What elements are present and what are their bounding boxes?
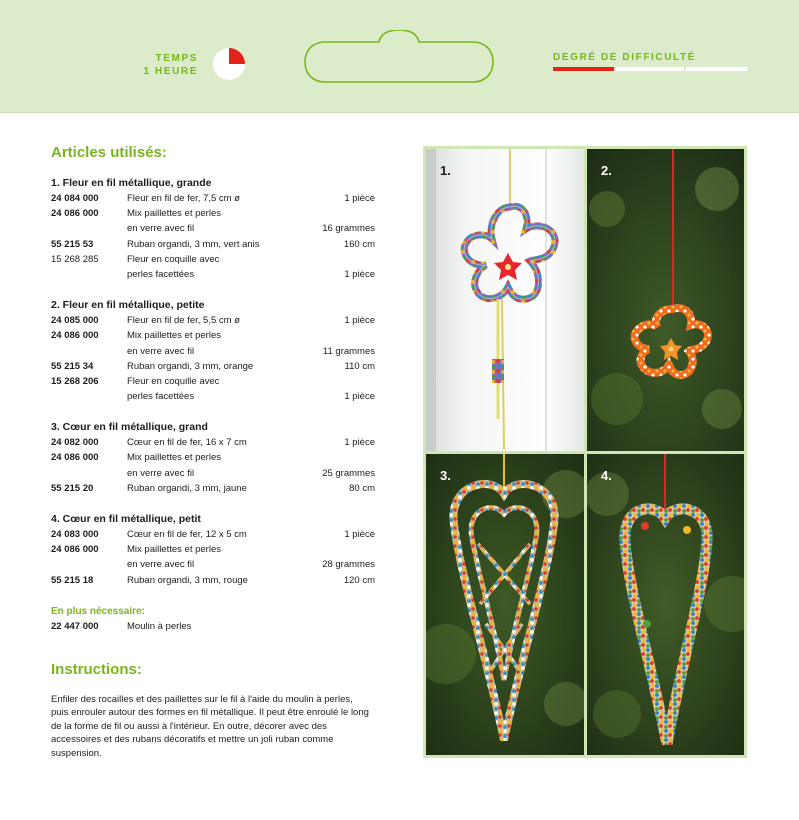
- photo-small-heart: [587, 454, 744, 755]
- photo-small-flower: [587, 149, 744, 451]
- time-label: TEMPS: [155, 53, 198, 64]
- spacer: [51, 404, 377, 420]
- article-description: en verre avec fil: [127, 559, 195, 571]
- material-group-title: 4. Cœur en fil métallique, petit: [51, 513, 201, 525]
- material-line: [51, 206, 377, 221]
- photo-number: 3.: [440, 468, 451, 483]
- article-quantity: 110 cm: [344, 360, 375, 372]
- difficulty-segment: [616, 67, 684, 71]
- article-description: Cœur en fil de fer, 12 x 5 cm: [127, 529, 247, 540]
- material-group-title: 2. Fleur en fil métallique, petite: [51, 299, 205, 312]
- spacer: [51, 282, 377, 298]
- article-description: Fleur en fil de fer, 7,5 cm ø: [127, 193, 240, 204]
- article-code: 22 447 000: [51, 620, 99, 632]
- article-code: 15 268 285: [51, 253, 99, 265]
- article-description: Moulin à perles: [127, 620, 192, 632]
- time-wedge: [229, 48, 245, 64]
- article-description: perles facettées: [127, 268, 195, 280]
- material-group-title: 3. Cœur en fil métallique, grand: [51, 421, 208, 434]
- material-line: [51, 328, 377, 343]
- article-code: 24 082 000: [51, 437, 99, 449]
- article-description: Fleur en coquille avec: [127, 253, 220, 265]
- article-code: 55 215 20: [51, 482, 94, 494]
- article-quantity: 16 grammes: [322, 223, 375, 235]
- article-quantity: 1 pièce: [344, 315, 375, 327]
- article-description: Fleur en fil de fer, 5,5 cm ø: [127, 315, 240, 327]
- photo-large-flower: [426, 149, 584, 451]
- material-line: [51, 359, 377, 374]
- article-code: 24 086 000: [51, 208, 99, 220]
- material-line: [51, 542, 377, 557]
- article-quantity: 1 pièce: [344, 529, 375, 540]
- spacer: [51, 588, 377, 604]
- article-code: 55 215 53: [51, 238, 94, 250]
- material-line: [51, 267, 377, 282]
- spacer: [51, 496, 377, 512]
- material-line: [51, 435, 377, 450]
- photo-number: 1.: [440, 163, 451, 178]
- extra-materials-title: En plus nécessaire:: [51, 605, 145, 617]
- material-group: [51, 176, 377, 282]
- photo-number: 2.: [601, 163, 612, 178]
- article-code: 24 085 000: [51, 315, 99, 327]
- small-heart-image: [587, 454, 744, 755]
- article-quantity: 120 cm: [343, 574, 375, 586]
- article-code: 55 215 18: [51, 574, 94, 586]
- material-line: [51, 557, 377, 572]
- material-line: [51, 619, 377, 634]
- material-line: [51, 481, 377, 496]
- article-description: Mix paillettes et perles: [127, 544, 221, 556]
- article-description: en verre avec fil: [127, 345, 195, 357]
- materials-title: Articles utilisés:: [51, 144, 167, 161]
- article-code: 55 215 34: [51, 360, 94, 372]
- photo-number: 4.: [601, 468, 612, 483]
- article-code: 15 268 206: [51, 375, 99, 387]
- article-description: Ruban organdi, 3 mm, rouge: [127, 574, 248, 586]
- article-description: en verre avec fil: [127, 223, 195, 235]
- article-quantity: 25 grammes: [322, 467, 375, 479]
- material-group-title: 1. Fleur en fil métallique, grande: [51, 177, 212, 189]
- material-group: [51, 512, 377, 588]
- article-code: 24 086 000: [51, 330, 99, 342]
- article-description: Ruban organdi, 3 mm, orange: [127, 360, 254, 372]
- material-line: [51, 450, 377, 465]
- photo-grid: [423, 146, 747, 758]
- material-line: [51, 344, 377, 359]
- small-flower-image: [587, 149, 744, 451]
- article-description: en verre avec fil: [127, 467, 195, 479]
- instructions-title: Instructions:: [51, 661, 142, 678]
- article-code: 24 086 000: [51, 544, 99, 556]
- article-quantity: 11 grammes: [322, 345, 375, 357]
- large-flower-image: [426, 149, 584, 451]
- material-group: [51, 420, 377, 496]
- clock-icon: [213, 48, 245, 80]
- difficulty-segment: [553, 67, 614, 71]
- material-line: [51, 313, 377, 328]
- article-description: Mix paillettes et perles: [127, 208, 221, 220]
- article-description: Fleur en coquille avec: [127, 375, 220, 387]
- material-line: [51, 573, 377, 588]
- article-quantity: 1 pièce: [344, 268, 375, 280]
- material-group: [51, 298, 377, 404]
- article-code: 24 083 000: [51, 529, 99, 540]
- article-quantity: 28 grammes: [322, 559, 375, 571]
- article-description: Mix paillettes et perles: [127, 452, 221, 464]
- instructions-text: Enfiler des rocailles et des paillettes sur le fil à l'aide du moulin à perles, puis enrouler autour des formes en fil métallique. Il peut être enroulé le long de la forme de fil ou aussi à l'intérieur. En outre, décorer avec des accessoires et des rubans décoratifs et mettre un joli ruban comme suspension.: [51, 694, 369, 759]
- article-description: Ruban organdi, 3 mm, jaune: [127, 482, 247, 494]
- difficulty-segment: [686, 67, 747, 71]
- article-description: Mix paillettes et perles: [127, 330, 221, 342]
- difficulty-label: DEGRÉ DE DIFFICULTÉ: [553, 52, 696, 63]
- article-description: Cœur en fil de fer, 16 x 7 cm: [127, 437, 247, 449]
- article-quantity: 160 cm: [343, 238, 375, 250]
- time-value: 1 HEURE: [143, 66, 198, 77]
- photo-large-heart: [426, 454, 584, 755]
- article-quantity: 1 pièce: [344, 391, 375, 403]
- material-line: [51, 237, 377, 252]
- article-code: 24 084 000: [51, 193, 99, 204]
- article-quantity: 1 pièce: [344, 193, 375, 204]
- material-line: [51, 252, 377, 267]
- material-line: [51, 221, 377, 236]
- article-description: perles facettées: [127, 391, 195, 403]
- material-line: [51, 389, 377, 404]
- material-line: [51, 466, 377, 481]
- article-quantity: 80 cm: [349, 482, 375, 494]
- material-line: [51, 191, 377, 206]
- materials-list: [51, 176, 377, 634]
- article-quantity: 1 pièce: [344, 437, 375, 449]
- time-block: [120, 52, 198, 78]
- material-line: [51, 374, 377, 389]
- blank-badge: [303, 30, 495, 86]
- article-code: 24 086 000: [51, 452, 99, 464]
- material-line: [51, 527, 377, 542]
- article-description: Ruban organdi, 3 mm, vert anis: [127, 238, 260, 250]
- header-band: [0, 0, 799, 113]
- header-divider: [0, 112, 799, 113]
- large-heart-image: [426, 454, 584, 755]
